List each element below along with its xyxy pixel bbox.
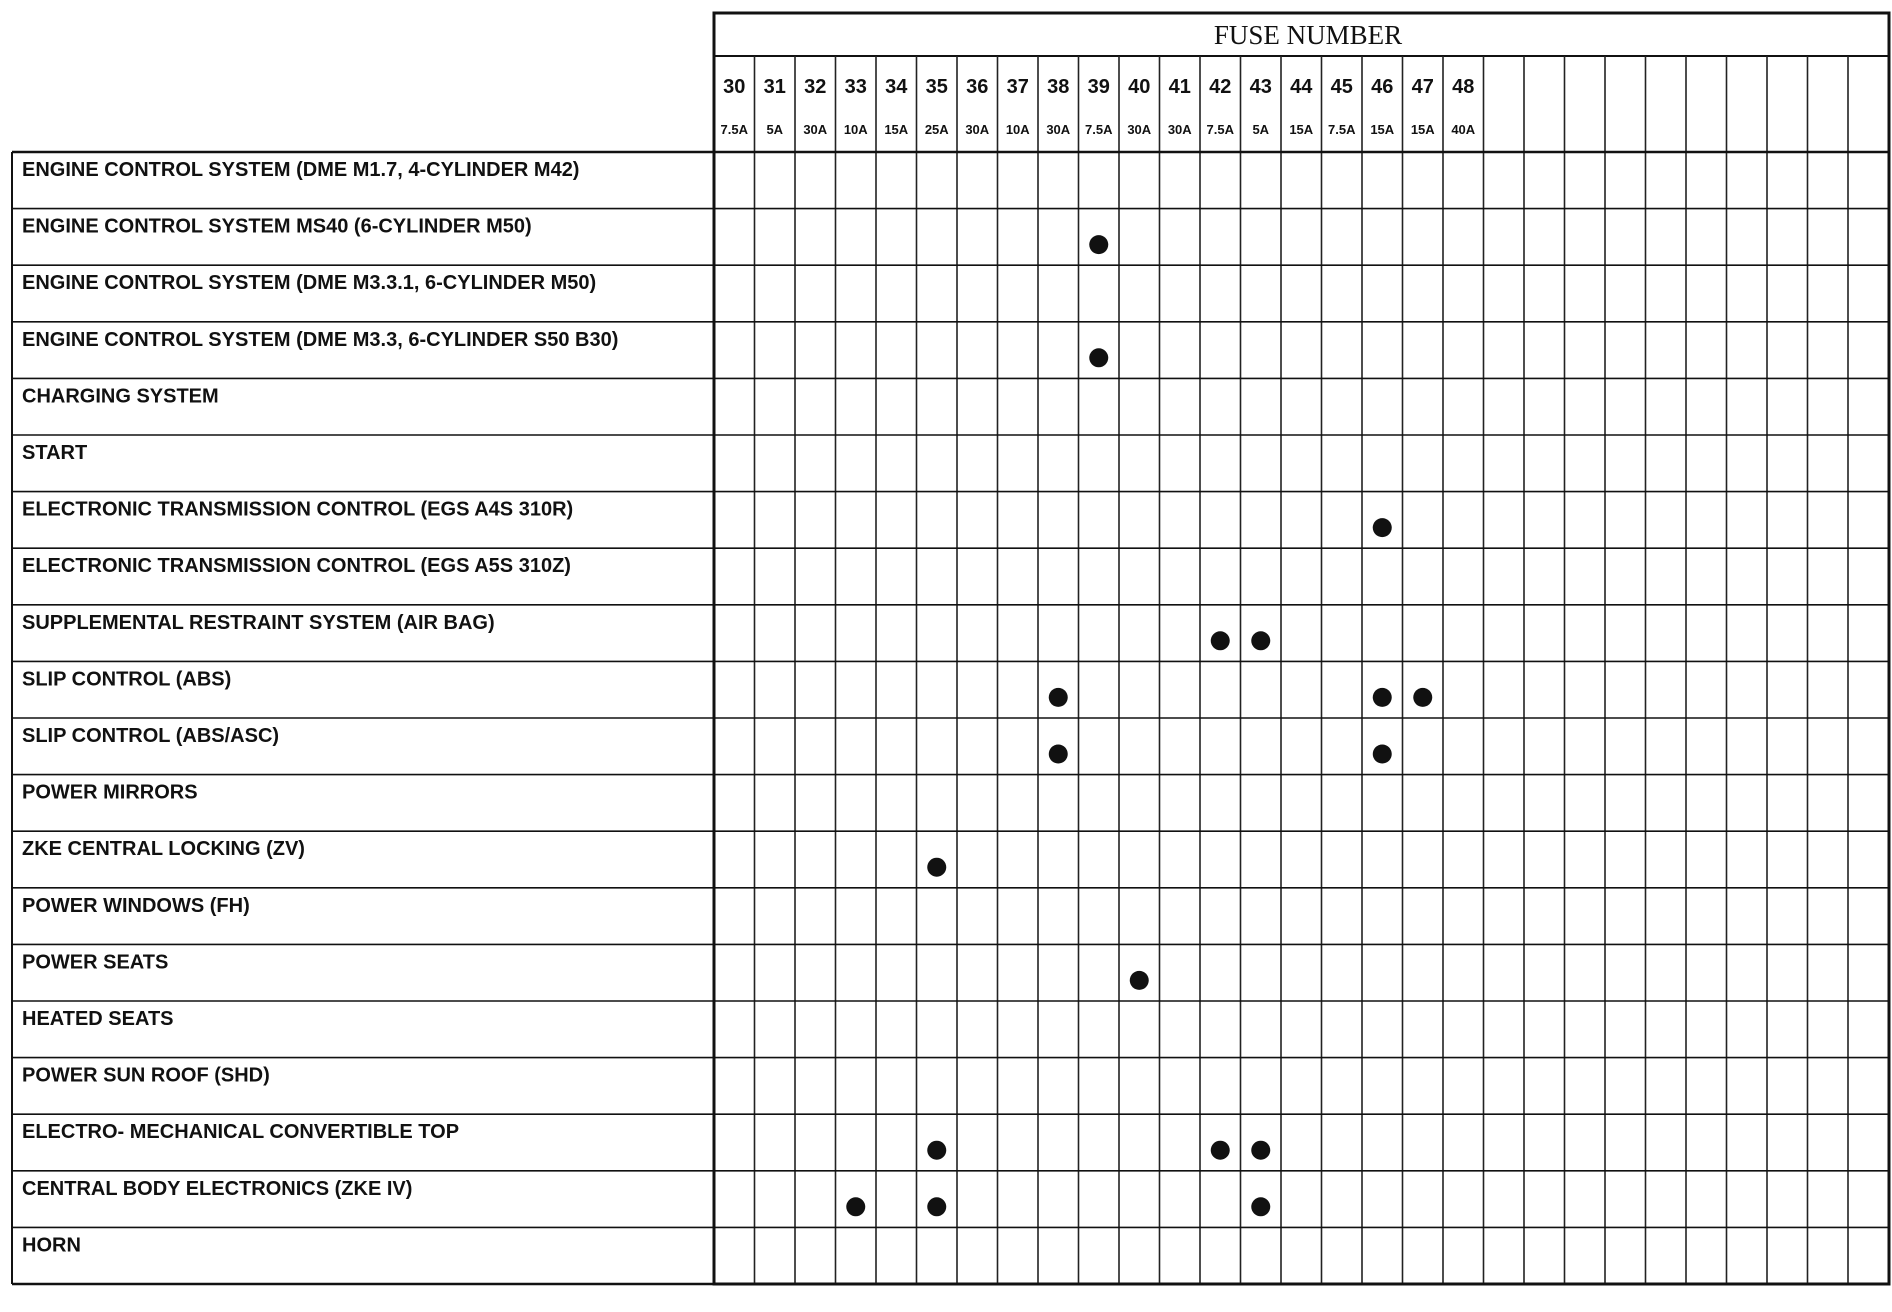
fuse-rating-label: 5A: [766, 122, 784, 137]
fuse-rating-label: 15A: [1410, 122, 1435, 137]
fuse-dot: [1251, 1141, 1270, 1160]
system-label: ZKE CENTRAL LOCKING (ZV): [22, 838, 305, 861]
system-label: POWER SUN ROOF (SHD): [22, 1064, 270, 1087]
system-label: START: [22, 442, 88, 464]
fuse-dot: [1251, 631, 1270, 650]
fuse-dot: [927, 1141, 946, 1160]
system-label: ELECTRONIC TRANSMISSION CONTROL (EGS A5S 310Z): [22, 555, 571, 578]
fuse-dot: [927, 858, 946, 877]
fuse-rating-label: 30A: [1167, 122, 1192, 137]
system-label: ENGINE CONTROL SYSTEM (DME M1.7, 4-CYLINDER M42): [22, 159, 580, 181]
system-label: ENGINE CONTROL SYSTEM MS40 (6-CYLINDER M50): [22, 215, 532, 238]
fuse-dot: [1373, 518, 1392, 537]
fuse-rating-label: 7.5A: [1206, 122, 1234, 137]
grid-border: [714, 13, 1889, 1284]
fuse-number-label: 38: [1047, 76, 1070, 98]
fuse-dot: [1130, 971, 1149, 990]
fuse-dot: [1413, 688, 1432, 707]
fuse-dot: [1211, 631, 1230, 650]
fuse-rating-label: 40A: [1451, 122, 1476, 137]
fuse-number-label: 42: [1209, 76, 1232, 98]
fuse-rating-label: 10A: [843, 122, 868, 137]
fuse-dot: [1089, 235, 1108, 254]
fuse-number-label: 32: [804, 76, 827, 98]
system-label: POWER WINDOWS (FH): [22, 894, 250, 917]
fuse-rating-label: 7.5A: [720, 122, 748, 137]
fuse-number-label: 37: [1006, 76, 1029, 98]
system-label: ENGINE CONTROL SYSTEM (DME M3.3.1, 6-CYLINDER M50): [22, 272, 597, 295]
fuse-number-label: 45: [1330, 76, 1353, 98]
system-label: SLIP CONTROL (ABS): [22, 668, 232, 691]
fuse-rating-label: 30A: [1046, 122, 1071, 137]
fuse-dot: [846, 1197, 865, 1216]
system-label: SLIP CONTROL (ABS/ASC): [22, 725, 280, 747]
fuse-number-header: FUSE NUMBER: [1213, 20, 1403, 50]
fuse-number-label: 47: [1411, 76, 1434, 98]
fuse-dot: [1373, 688, 1392, 707]
fuse-number-label: 44: [1290, 76, 1313, 98]
fuse-dot: [1089, 348, 1108, 367]
system-label: HORN: [22, 1234, 81, 1257]
system-label: ELECTRONIC TRANSMISSION CONTROL (EGS A4S 310R): [22, 498, 574, 521]
fuse-dot: [1211, 1141, 1230, 1160]
fuse-number-label: 41: [1168, 76, 1191, 98]
fuse-dots: [846, 235, 1432, 1216]
fuse-number-label: 40: [1128, 76, 1151, 98]
fuse-dot: [1049, 745, 1068, 764]
fuse-dot: [1049, 688, 1068, 707]
fuse-rating-label: 15A: [884, 122, 909, 137]
fuse-dot: [1251, 1197, 1270, 1216]
system-label: CENTRAL BODY ELECTRONICS (ZKE IV): [22, 1177, 413, 1200]
fuse-rating-label: 7.5A: [1085, 122, 1113, 137]
fuse-number-label: 46: [1371, 76, 1394, 98]
fuse-number-label: 34: [885, 76, 908, 98]
fuse-rating-label: 7.5A: [1328, 122, 1356, 137]
system-label: ENGINE CONTROL SYSTEM (DME M3.3, 6-CYLINDER S50 B30): [22, 328, 619, 351]
fuse-rating-label: 30A: [803, 122, 828, 137]
fuse-rating-label: 25A: [924, 122, 949, 137]
system-label: HEATED SEATS: [22, 1008, 174, 1030]
fuse-number-label: 33: [844, 76, 867, 98]
fuse-number-label: 39: [1087, 76, 1110, 98]
fuse-rating-label: 30A: [1127, 122, 1152, 137]
system-label: POWER MIRRORS: [22, 781, 198, 804]
fuse-number-label: 35: [925, 76, 948, 98]
fuse-rating-label: 5A: [1252, 122, 1270, 137]
fuse-rating-label: 30A: [965, 122, 990, 137]
fuse-rating-label: 15A: [1289, 122, 1314, 137]
fuse-number-label: 31: [763, 76, 786, 98]
fuse-rating-label: 15A: [1370, 122, 1395, 137]
fuse-number-label: 43: [1249, 76, 1272, 98]
system-label: SUPPLEMENTAL RESTRAINT SYSTEM (AIR BAG): [22, 611, 495, 634]
fuse-number-label: 48: [1452, 76, 1475, 98]
fuse-number-label: 36: [966, 76, 989, 98]
system-label: ELECTRO- MECHANICAL CONVERTIBLE TOP: [22, 1121, 460, 1144]
system-label: POWER SEATS: [22, 951, 169, 974]
chart-grid: [12, 13, 1889, 1284]
system-label: CHARGING SYSTEM: [22, 385, 219, 408]
fuse-dot: [1373, 745, 1392, 764]
system-row-labels: [22, 159, 618, 1256]
fuse-dot: [927, 1197, 946, 1216]
fuse-number-label: 30: [723, 76, 746, 98]
fuse-rating-label: 10A: [1005, 122, 1030, 137]
